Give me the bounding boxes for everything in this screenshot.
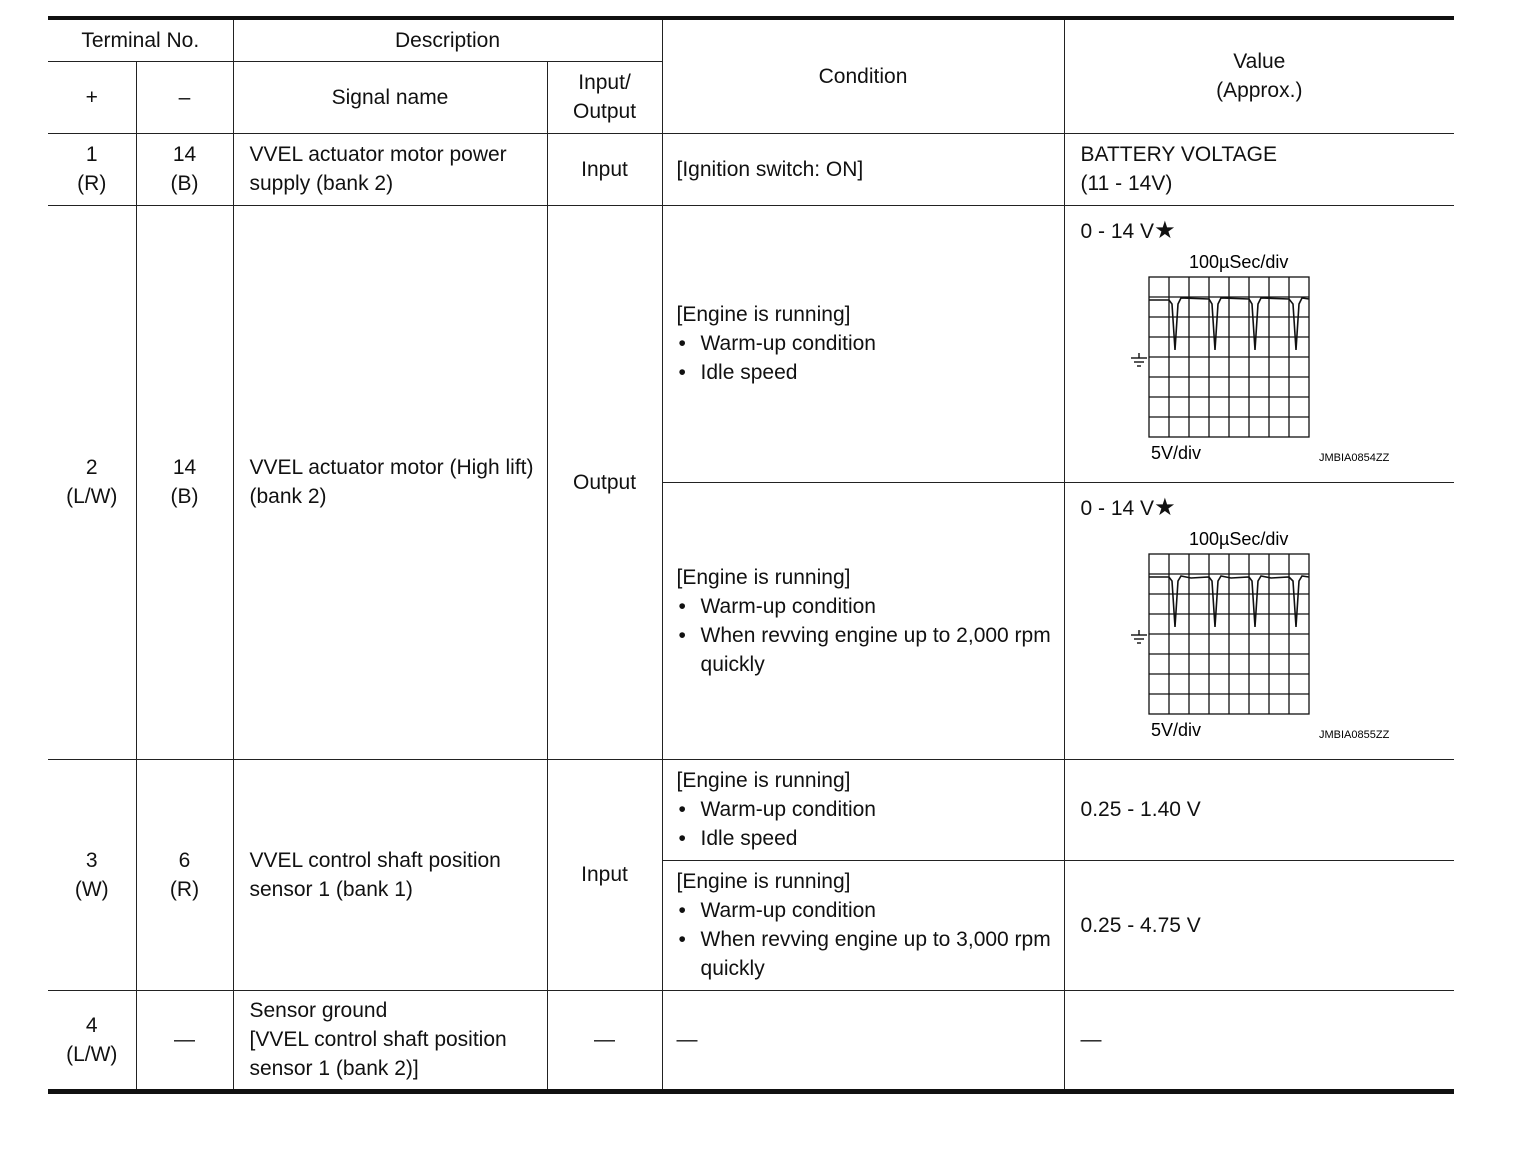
star-icon: ★ xyxy=(1154,493,1176,521)
list-item: • Warm-up condition xyxy=(677,592,1064,621)
value-range: 0 - 14 V★ xyxy=(1080,216,1176,244)
list-item: • Idle speed xyxy=(677,824,1064,853)
terminal-plus: 4 (L/W) xyxy=(48,990,136,1091)
volt-div-label: 5V/div xyxy=(1150,719,1201,740)
list-item: • Warm-up condition xyxy=(677,896,1064,925)
terminal-plus: 2 (L/W) xyxy=(48,205,136,759)
condition: [Ignition switch: ON] xyxy=(662,133,1064,205)
list-item: • When revving engine up to 3,000 rpm quickly xyxy=(677,925,1064,983)
figure-id: JMBIA0855ZZ xyxy=(1318,728,1389,741)
list-item: • Warm-up condition xyxy=(677,329,1064,358)
terminal-plus: 1 (R) xyxy=(48,133,136,205)
header-description: Description xyxy=(233,18,662,61)
header-minus: – xyxy=(136,61,233,133)
header-input-output: Input/ Output xyxy=(547,61,662,133)
signal-name: VVEL control shaft position sensor 1 (bank 1) xyxy=(233,759,547,990)
terminal-minus: — xyxy=(136,990,233,1091)
condition: [Engine is running] • Warm-up condition • When revving engine up to 3,000 rpm quickly xyxy=(662,860,1064,990)
waveform-figure xyxy=(1081,246,1421,482)
volt-div-label: 5V/div xyxy=(1150,442,1201,463)
table-row xyxy=(48,990,1454,1091)
scope-grid xyxy=(1149,277,1309,437)
star-icon: ★ xyxy=(1154,216,1176,244)
header-terminal-no: Terminal No. xyxy=(48,18,233,61)
io-type: Input xyxy=(547,133,662,205)
list-item: • When revving engine up to 2,000 rpm quickly xyxy=(677,621,1064,679)
waveform-figure xyxy=(1081,523,1421,759)
list-item: • Warm-up condition xyxy=(677,795,1064,824)
time-div-label: 100µSec/div xyxy=(1188,528,1288,549)
table-row xyxy=(48,133,1454,205)
header-value-label: Value xyxy=(1233,50,1286,74)
ground-symbol xyxy=(1131,630,1147,643)
value xyxy=(1064,205,1454,482)
header-condition: Condition xyxy=(662,18,1064,133)
io-type: — xyxy=(547,990,662,1091)
io-type: Input xyxy=(547,759,662,990)
time-div-label: 100µSec/div xyxy=(1188,251,1288,272)
terminal-spec-table xyxy=(48,16,1454,1094)
condition: [Engine is running] • Warm-up condition • When revving engine up to 2,000 rpm quickly xyxy=(662,482,1064,759)
ground-symbol xyxy=(1131,353,1147,366)
condition: [Engine is running] • Warm-up condition • Idle speed xyxy=(662,205,1064,482)
header-value xyxy=(1064,18,1454,133)
terminal-minus: 6 (R) xyxy=(136,759,233,990)
io-type: Output xyxy=(547,205,662,759)
terminal-minus: 14 (B) xyxy=(136,133,233,205)
value: BATTERY VOLTAGE (11 - 14V) xyxy=(1064,133,1454,205)
table-row xyxy=(48,205,1454,482)
value-range: 0 - 14 V★ xyxy=(1080,493,1176,521)
value xyxy=(1064,482,1454,759)
terminal-minus: 14 (B) xyxy=(136,205,233,759)
value: 0.25 - 1.40 V xyxy=(1064,759,1454,860)
signal-name: Sensor ground [VVEL control shaft position sensor 1 (bank 2)] xyxy=(233,990,547,1091)
header-plus: + xyxy=(48,61,136,133)
header-value-approx: (Approx.) xyxy=(1216,79,1303,103)
terminal-plus: 3 (W) xyxy=(48,759,136,990)
signal-name: VVEL actuator motor (High lift) (bank 2) xyxy=(233,205,547,759)
signal-name: VVEL actuator motor power supply (bank 2) xyxy=(233,133,547,205)
list-item: • Idle speed xyxy=(677,358,1064,387)
figure-id: JMBIA0854ZZ xyxy=(1318,451,1389,464)
value: 0.25 - 4.75 V xyxy=(1064,860,1454,990)
table-row xyxy=(48,759,1454,860)
condition: — xyxy=(662,990,1064,1091)
header-signal-name: Signal name xyxy=(233,61,547,133)
condition: [Engine is running] • Warm-up condition • Idle speed xyxy=(662,759,1064,860)
value: — xyxy=(1064,990,1454,1091)
